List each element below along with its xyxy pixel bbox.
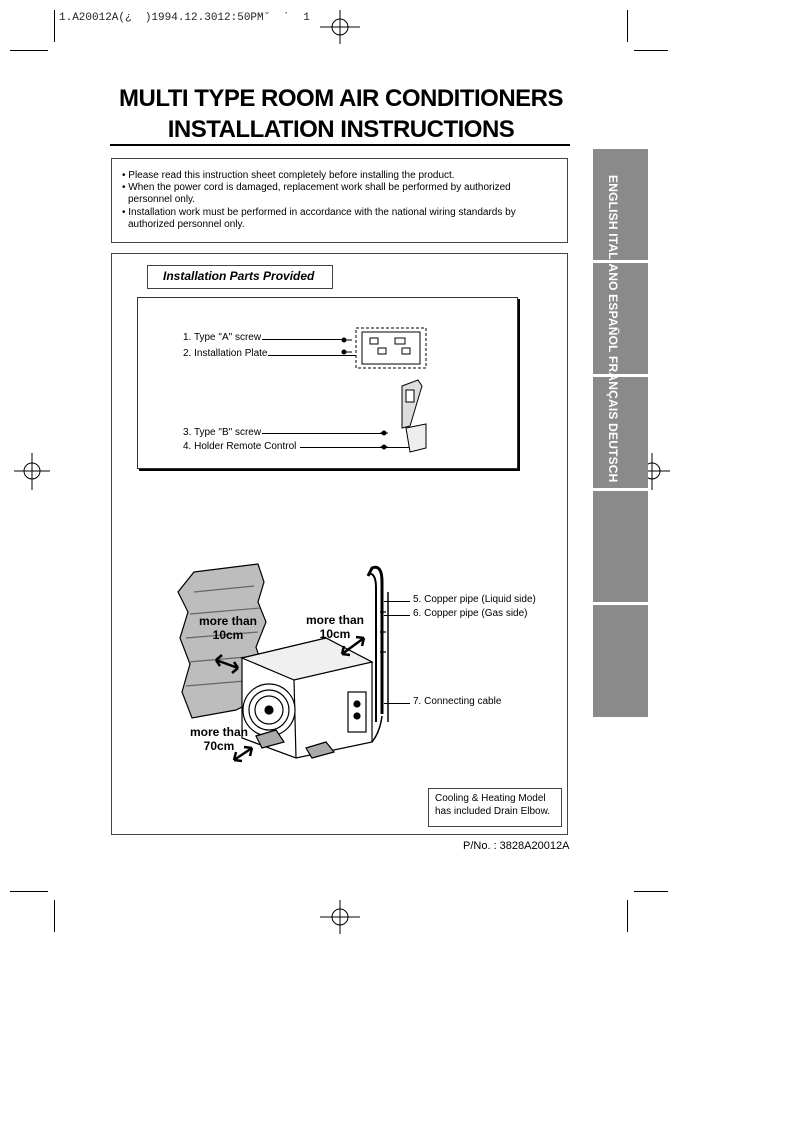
part-label: 1. Type "A" screw <box>183 332 262 343</box>
clearance-label-side: more than 10cm <box>305 613 364 641</box>
notice-item: • Installation work must be performed in accordance with the national wiring standards by authorized personnel only. <box>122 206 516 230</box>
language-list: ENGLISH ITALIANO ESPAÑOL FRANÇAIS DEUTSCH <box>606 175 620 483</box>
parts-heading: Installation Parts Provided <box>147 265 333 289</box>
part-label: 4. Holder Remote Control <box>183 441 297 452</box>
installation-parts-illustration <box>340 320 440 460</box>
notice-item: • When the power cord is damaged, replacement work shall be performed by authorized personnel only. <box>122 182 511 206</box>
part-label: 2. Installation Plate <box>183 348 268 359</box>
print-header: 1.A20012A(¿ )1994.12.3012:50PM˘ ˋ 1 <box>59 12 310 24</box>
clearance-label-wall: more than 10cm <box>198 614 257 642</box>
part-number: P/No. : 3828A20012A <box>463 840 570 852</box>
title-rule <box>110 144 570 146</box>
title-line-2: INSTALLATION INSTRUCTIONS <box>167 116 515 143</box>
drain-elbow-note: Cooling & Heating Model has included Drain Elbow. <box>428 788 562 827</box>
callout-gas-pipe: 6. Copper pipe (Gas side) <box>413 608 528 619</box>
notice-box <box>111 158 568 243</box>
part-label: 3. Type "B" screw <box>183 427 262 438</box>
title-line-1: MULTI TYPE ROOM AIR CONDITIONERS <box>119 85 563 112</box>
notice-item: • Please read this instruction sheet completely before installing the product. <box>122 170 455 181</box>
callout-connecting-cable: 7. Connecting cable <box>413 696 502 707</box>
callout-liquid-pipe: 5. Copper pipe (Liquid side) <box>413 594 536 605</box>
clearance-label-front: more than 70cm <box>189 725 248 753</box>
